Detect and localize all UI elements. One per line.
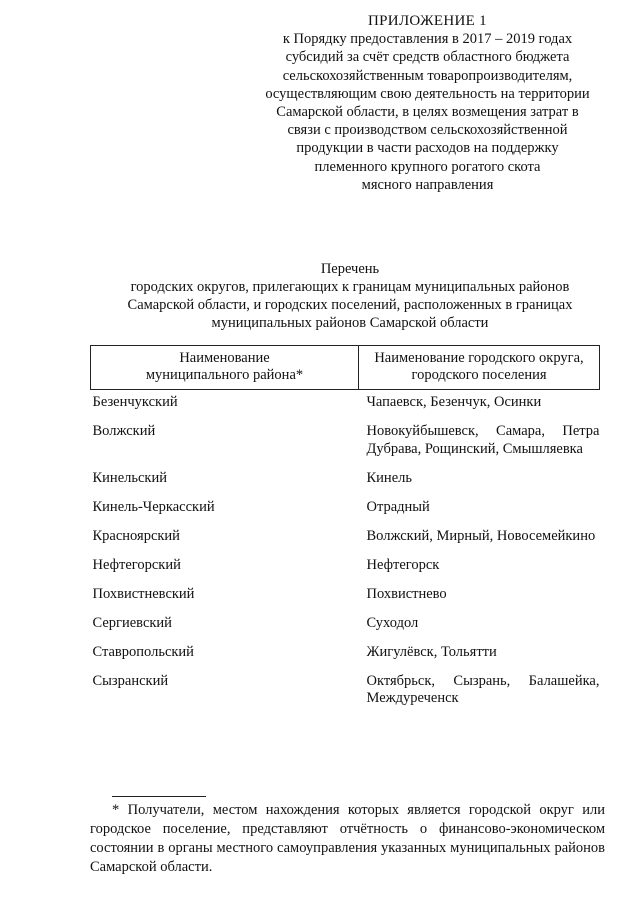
table-row	[91, 458, 600, 487]
district-cell: Сызранский	[92, 672, 169, 689]
district-cell: Кинель-Черкасский	[92, 498, 215, 515]
table-row	[91, 412, 600, 459]
header-district-line: муниципального района*	[145, 367, 304, 383]
districts-table	[90, 345, 600, 708]
district-cell: Волжский	[92, 423, 156, 439]
appendix-header	[255, 12, 600, 194]
district-cell: Кинельский	[92, 469, 167, 486]
appendix-line: племенного крупного рогатого скота	[314, 158, 541, 175]
district-cell: Ставропольский	[92, 643, 194, 660]
okrug-cell: Волжский, Мирный, Новосемейкино	[366, 527, 596, 544]
okrug-cell: Октябрьск, Сызрань, Балашейка, Междуреченск	[366, 672, 600, 706]
appendix-line: Самарской области, в целях возмещения затрат в	[276, 104, 579, 121]
okrug-cell: Чапаевск, Безенчук, Осинки	[366, 394, 542, 410]
appendix-line: продукции в части расходов на поддержку	[296, 140, 559, 157]
footnote: * Получатели, местом нахождения которых является городской округ или городское поселение, представляют отчётность о финансово-экономическом состоянии в органы местного самоуправления указанных муниципальных районов Самарской области.	[90, 802, 605, 875]
table-row	[91, 603, 600, 632]
district-cell: Нефтегорский	[92, 556, 181, 573]
list-heading-line: городских округов, прилегающих к границам муниципальных районов	[130, 279, 570, 295]
appendix-line: осуществляющим свою деятельность на территории	[265, 85, 590, 102]
header-okrug	[359, 346, 600, 390]
header-okrug-line: Наименование городского округа,	[374, 350, 584, 366]
table-row	[91, 661, 600, 708]
list-heading-line: муниципальных районов Самарской области	[211, 315, 489, 331]
appendix-line: связи с производством сельскохозяйственной	[287, 122, 568, 139]
table-row	[91, 487, 600, 516]
okrug-cell: Новокуйбышевск, Самара, Петра Дубрава, Рощинский, Смышляевка	[366, 423, 600, 457]
table-row	[91, 632, 600, 661]
okrug-cell: Похвистнево	[366, 585, 447, 602]
okrug-cell: Жигулёвск, Тольятти	[366, 643, 497, 660]
list-heading-title: Перечень	[320, 261, 380, 277]
okrug-cell: Кинель	[366, 469, 412, 486]
appendix-line: субсидий за счёт средств областного бюджета	[285, 49, 570, 66]
district-cell: Красноярский	[92, 527, 180, 544]
table-row	[91, 390, 600, 412]
table-row	[91, 516, 600, 545]
okrug-cell: Суходол	[366, 614, 419, 631]
district-cell: Сергиевский	[92, 614, 172, 631]
header-okrug-line: городского поселения	[411, 367, 547, 383]
header-district	[91, 346, 359, 390]
list-heading-line: Самарской области, и городских поселений, расположенных в границах	[127, 297, 573, 313]
table-row	[91, 545, 600, 574]
header-district-line: Наименование	[179, 350, 270, 366]
district-cell: Безенчукский	[92, 394, 178, 410]
appendix-line: к Порядку предоставления в 2017 – 2019 годах	[282, 31, 573, 48]
appendix-line: сельскохозяйственным товаропроизводителям,	[282, 67, 573, 84]
district-cell: Похвистневский	[92, 585, 195, 602]
okrug-cell: Отрадный	[366, 498, 430, 515]
list-heading	[90, 260, 610, 332]
okrug-cell: Нефтегорск	[366, 556, 440, 573]
footnote-divider	[112, 796, 206, 797]
table-row	[91, 574, 600, 603]
districts-table-container	[90, 345, 600, 708]
appendix-title: ПРИЛОЖЕНИЕ 1	[368, 13, 487, 29]
table-header-row	[91, 346, 600, 390]
appendix-line: мясного направления	[361, 176, 494, 193]
